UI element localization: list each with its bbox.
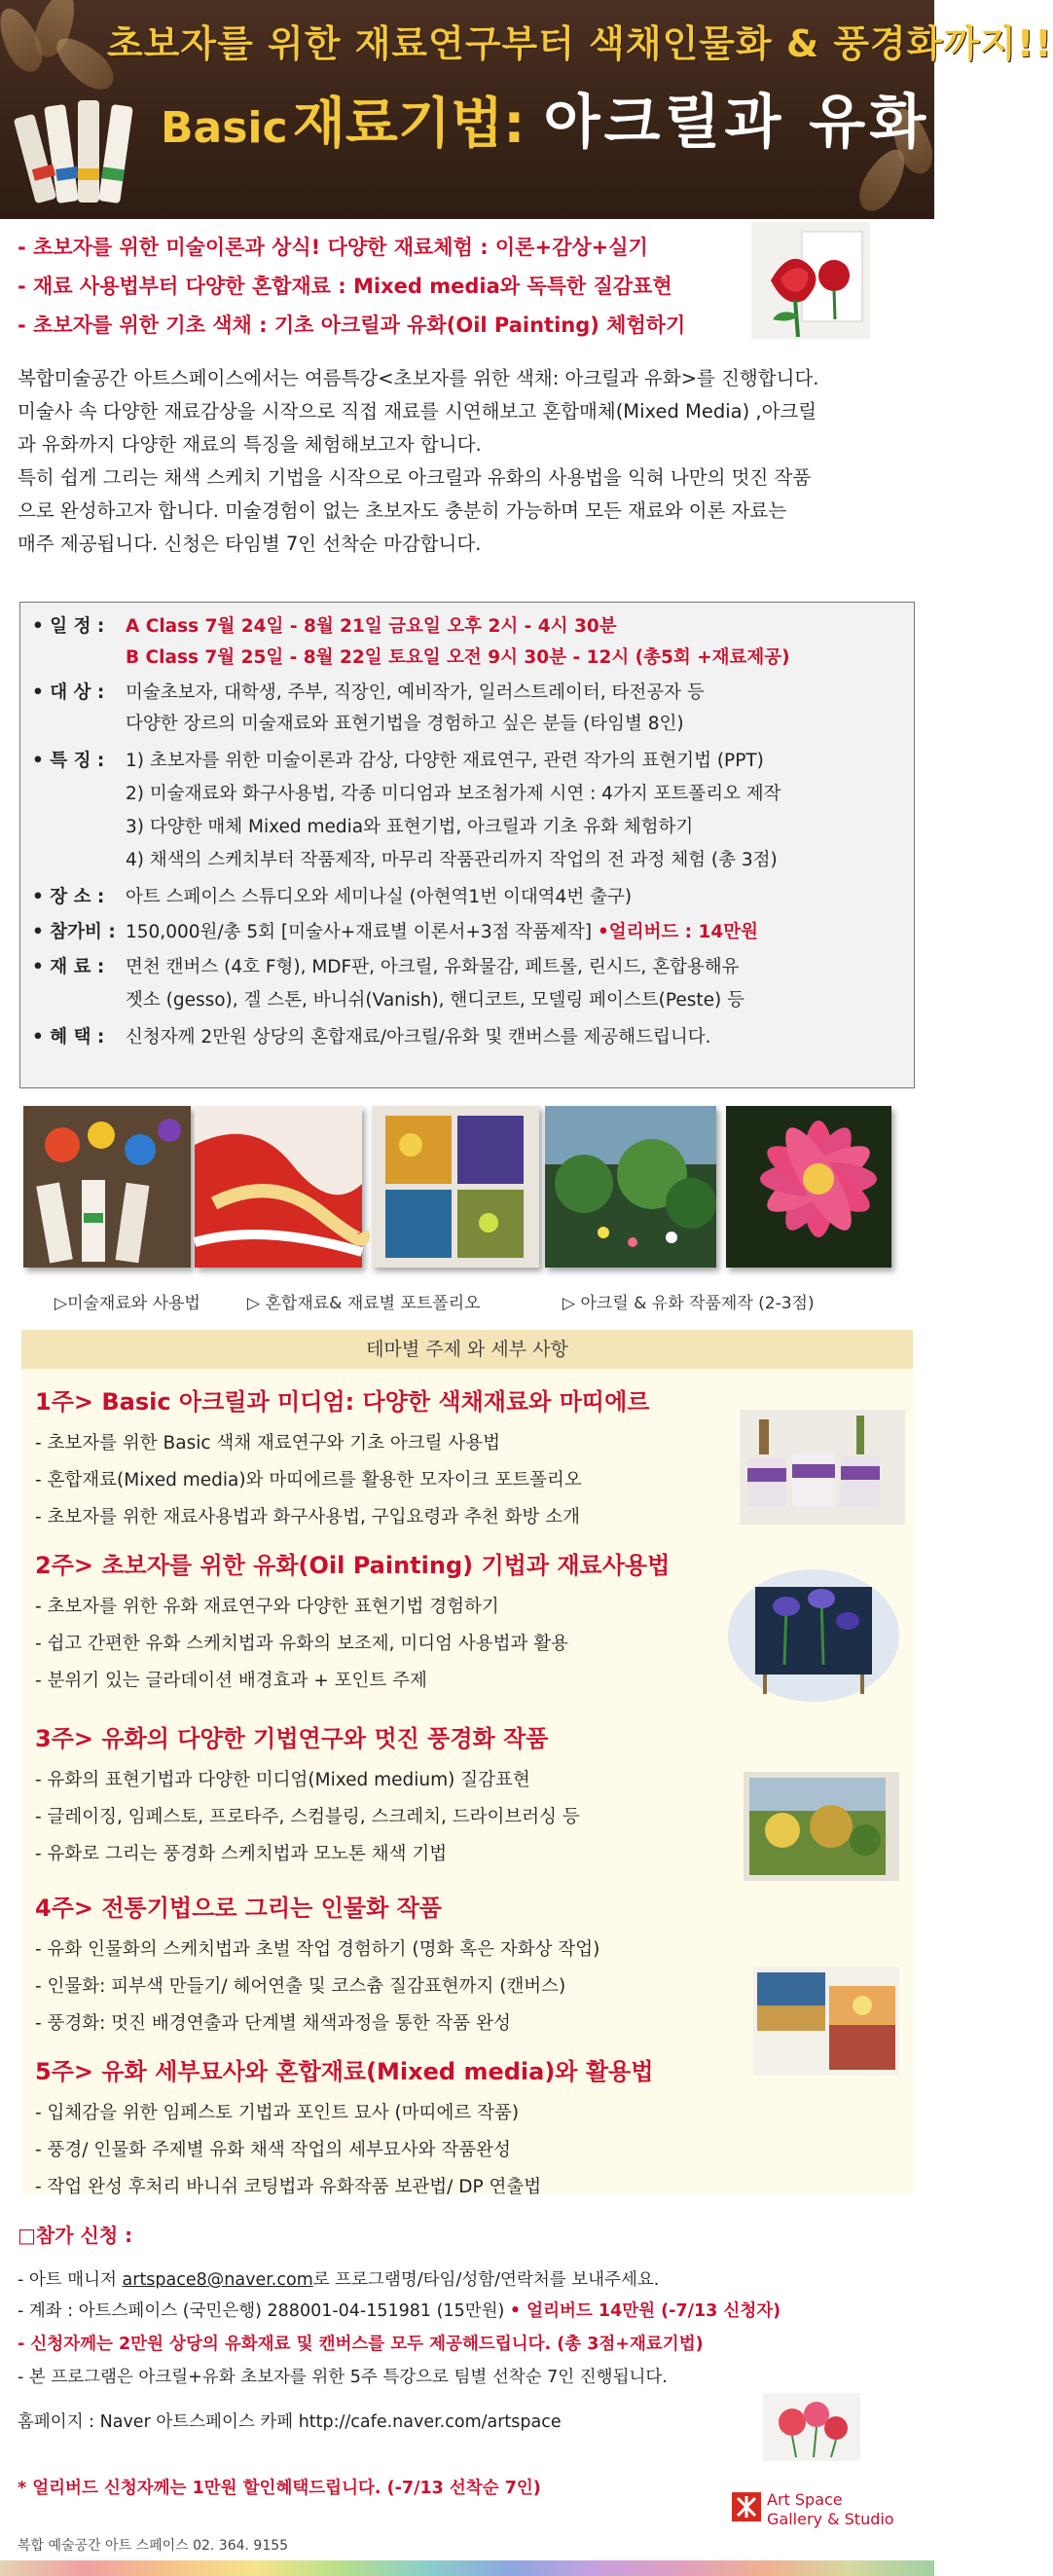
target-label: • 대 상 :	[32, 682, 105, 703]
header-tagline: 초보자를 위한 재료연구부터 색채인물화 & 풍경화까지!!	[107, 22, 1053, 65]
header-basic: Basic	[161, 103, 288, 153]
fee-row	[32, 918, 758, 943]
flower-thumb-image	[763, 2393, 860, 2461]
highlight-line: - 재료 사용법부터 다양한 혼합재료 : Mixed media와 독특한 질감표현	[18, 275, 672, 298]
early-bird-note: * 얼리버드 신청자께는 1만원 할인혜택드립니다. (-7/13 선착순 7인)	[18, 2479, 541, 2498]
highlight-line: - 초보자를 위한 미술이론과 상식! 다양한 재료체험 : 이론+감상+실기	[18, 236, 648, 259]
benefit-row	[32, 1023, 711, 1049]
week-1-item: - 혼합재료(Mixed media)와 마띠에르를 활용한 모자이크 포트폴리오	[35, 1470, 582, 1490]
footer-contact: 복합 예술공간 아트 스페이스 02. 364. 9155	[18, 2538, 289, 2554]
logo-line-2: Gallery & Studio	[767, 2510, 894, 2528]
schedule-row	[32, 612, 617, 638]
curriculum-heading-text: 테마별 주제 와 세부 사항	[366, 1339, 568, 1360]
fee-label: • 참가비 :	[32, 922, 116, 942]
apply-line-4: - 본 프로그램은 아크릴+유화 초보자를 위한 5주 특강으로 팀별 선착순 7인 진행됩니다.	[18, 2368, 668, 2387]
feature-row	[32, 747, 764, 772]
intro-line: 매주 제공됩니다. 신청은 타임별 7인 선착순 마감합니다.	[18, 533, 482, 555]
material-2: 젯소 (gesso), 겔 스톤, 바니쉬(Vanish), 핸디코트, 모델링 페이스트(Peste) 등	[126, 990, 744, 1011]
schedule-b-text: B Class 7월 25일 - 8월 22일 토요일 오전 9시 30분 - 12시 (총5회 +재료제공)	[126, 647, 790, 668]
intro-line: 특히 쉽게 그리는 채색 스케치 기법을 시작으로 아크릴과 유화의 사용법을 익혀 나만의 멋진 작품	[18, 466, 812, 489]
intro-line: 과 유화까지 다양한 재료의 특징을 체험해보고자 합니다.	[18, 433, 482, 456]
feature-label: • 특 징 :	[32, 751, 105, 771]
schedule-b	[126, 644, 790, 669]
week-5-item: - 풍경/ 인물화 주제별 유화 채색 작업의 세부묘사와 작품완성	[35, 2140, 511, 2160]
feature-3: 3) 다양한 매체 Mixed media와 표현기법, 아크릴과 기초 유화 체험하기	[126, 817, 694, 837]
landscape-canvas-photo	[744, 1772, 899, 1881]
target-text-1: 미술초보자, 대학생, 주부, 직장인, 예비작가, 일러스트레이터, 타전공자 등	[126, 682, 705, 703]
account-text: - 계좌 : 아트스페이스 (국민은행) 288001-04-151981 (15만원)	[18, 2301, 510, 2321]
schedule-a: A Class 7월 24일 - 8월 21일 금요일 오후 2시 - 4시 30분	[126, 616, 617, 637]
header-banner	[0, 0, 1053, 219]
week-5-item: - 입체감을 위한 임페스토 기법과 포인트 묘사 (마띠에르 작품)	[35, 2103, 520, 2123]
week-2-item: - 초보자를 위한 유화 재료연구와 다양한 표현기법 경험하기	[35, 1597, 499, 1617]
feature-4: 4) 채색의 스케치부터 작품제작, 마무리 작품관리까지 작업의 전 과정 체험 (총 3점)	[126, 850, 778, 870]
week-2-title: 2주> 초보자를 위한 유화(Oil Painting) 기법과 재료사용법	[35, 1552, 671, 1579]
header-title	[161, 76, 930, 183]
logo-line-1: Art Space	[767, 2490, 843, 2509]
week-3-item: - 글레이징, 임페스토, 프로타주, 스컴블링, 스크레치, 드라이브러싱 등	[35, 1807, 580, 1827]
target-row	[32, 679, 705, 704]
fee-text: 150,000원/총 5회 [미술사+재료별 이론서+3점 작품제작]	[126, 922, 593, 942]
week-3-item: - 유화의 표현기법과 다양한 미디엄(Mixed medium) 질감표현	[35, 1770, 530, 1790]
week-1-item: - 초보자를 위한 Basic 색채 재료연구와 기초 아크릴 사용법	[35, 1433, 500, 1454]
info-box	[19, 602, 915, 1088]
week-1-item: - 초보자를 위한 재료사용법과 화구사용법, 구입요령과 추천 화방 소개	[35, 1507, 580, 1527]
place-label: • 장 소 :	[32, 887, 105, 907]
logo-text	[767, 2490, 894, 2529]
place-text: 아트 스페이스 스튜디오와 세미나실 (아현역1번 이대역4번 출구)	[126, 887, 633, 907]
feature-2: 2) 미술재료와 화구사용법, 각종 미디엄과 보조첨가제 시연 : 4가지 포트폴리오 제작	[126, 784, 781, 804]
portfolio-panels-photo	[372, 1106, 539, 1268]
apply-line-1	[18, 2266, 659, 2291]
benefit-label: • 혜 택 :	[32, 1027, 105, 1048]
mixed-media-photo	[195, 1106, 362, 1268]
feature-1: 1) 초보자를 위한 미술이론과 감상, 다양한 재료연구, 관련 작가의 표현기법 (PPT)	[126, 751, 764, 771]
schedule-label: • 일 정 :	[32, 616, 105, 637]
intro-line: 복합미술공간 아트스페이스에서는 여름특강<초보자를 위한 색채: 아크릴과 유화>를 진행합니다.	[18, 367, 819, 389]
week-4-item: - 유화 인물화의 스케치법과 초벌 작업 경험하기 (명화 혹은 자화상 작업)	[35, 1939, 600, 1960]
paint-tubes-image	[19, 76, 151, 212]
material-label: • 재 료 :	[32, 957, 105, 977]
week-2-item: - 쉽고 간편한 유화 스케치법과 유화의 보조제, 미디엄 사용법과 활용	[35, 1634, 569, 1654]
material-1: 면천 캔버스 (4호 F형), MDF판, 아크릴, 유화물감, 페트롤, 린시드, 혼합용해유	[126, 957, 740, 977]
caption-paintings: ▷ 아크릴 & 유화 작품제작 (2-3점)	[563, 1294, 815, 1313]
fee-early: •얼리버드 : 14만원	[597, 922, 759, 942]
highlight-line: - 초보자를 위한 기초 색채 : 기초 아크릴과 유화(Oil Painting) 체험하기	[18, 313, 686, 337]
apply-heading: □참가 신청 :	[18, 2224, 133, 2247]
apply-line-3: - 신청자께는 2만원 상당의 유화재료 및 캔버스를 모두 제공해드립니다. (총 3점+재료기법)	[18, 2335, 704, 2354]
apply-line-2	[18, 2298, 781, 2322]
art-space-logo-icon	[732, 2492, 761, 2521]
header-subject: 아크릴과 유화	[543, 89, 930, 157]
material-row	[32, 953, 740, 978]
paint-materials-photo	[23, 1106, 191, 1268]
landscape-painting-photo	[545, 1106, 716, 1268]
intro-line: 미술사 속 다양한 재료감상을 시작으로 직접 재료를 시연해보고 혼합매체(Mixed Media) ,아크릴	[18, 400, 817, 423]
homepage-line[interactable]: 홈페이지 : Naver 아트스페이스 카페 http://cafe.naver.com/artspace	[18, 2412, 562, 2432]
jars-photo	[740, 1410, 905, 1525]
header-colon: :	[503, 92, 526, 156]
caption-mixed-media: ▷ 혼합재료& 재료별 포트폴리오	[247, 1294, 481, 1313]
week-4-title: 4주> 전통기법으로 그리는 인물화 작품	[35, 1895, 442, 1922]
figure-landscape-photo	[753, 1967, 899, 2076]
week-1-title: 1주> Basic 아크릴과 미디엄: 다양한 색채재료와 마띠에르	[35, 1388, 650, 1416]
curriculum-heading	[21, 1330, 913, 1369]
week-5-item: - 작업 완성 후처리 바니쉬 코팅법과 유화작품 보관법/ DP 연출법	[35, 2177, 542, 2197]
apply-line-1-pre: - 아트 매니저	[18, 2270, 123, 2290]
week-3-item: - 유화로 그리는 풍경화 스케치법과 모노톤 채색 기법	[35, 1844, 448, 1864]
early-bird-text: • 얼리버드 14만원 (-7/13 신청자)	[509, 2301, 781, 2321]
benefit-text: 신청자께 2만원 상당의 혼합재료/아크릴/유화 및 캔버스를 제공해드립니다.	[126, 1027, 711, 1048]
flower-painting-photo	[726, 1106, 891, 1268]
header-technique: 재료기법	[292, 92, 504, 156]
caption-materials: ▷미술재료와 사용법	[54, 1294, 200, 1313]
week-2-item: - 분위기 있는 글라데이션 배경효과 + 포인트 주제	[35, 1671, 427, 1691]
target-text-2: 다양한 장르의 미술재료와 표현기법을 경험하고 싶은 분들 (타임별 8인)	[126, 714, 684, 734]
week-5-title: 5주> 유화 세부묘사와 혼합재료(Mixed media)와 활용법	[35, 2058, 654, 2085]
email-link[interactable]: artspace8@naver.com	[122, 2270, 313, 2290]
iris-painting-photo	[726, 1567, 901, 1704]
place-row	[32, 883, 632, 908]
week-4-item: - 인물화: 피부색 만들기/ 헤어연출 및 코스츔 질감표현까지 (캔버스)	[35, 1976, 566, 1997]
week-4-item: - 풍경화: 멋진 배경연출과 단계별 채색과정을 통한 작품 완성	[35, 2013, 511, 2034]
rose-painting-image	[751, 222, 870, 339]
week-3-title: 3주> 유화의 다양한 기법연구와 멋진 풍경화 작품	[35, 1725, 549, 1752]
color-swatch-bar	[0, 2560, 934, 2576]
intro-line: 으로 완성하고자 합니다. 미술경험이 없는 초보자도 충분히 가능하며 모든 재료와 이론 자료는	[18, 499, 787, 522]
apply-line-1-post: 로 프로그램명/타임/성함/연락처를 보내주세요.	[312, 2270, 660, 2290]
